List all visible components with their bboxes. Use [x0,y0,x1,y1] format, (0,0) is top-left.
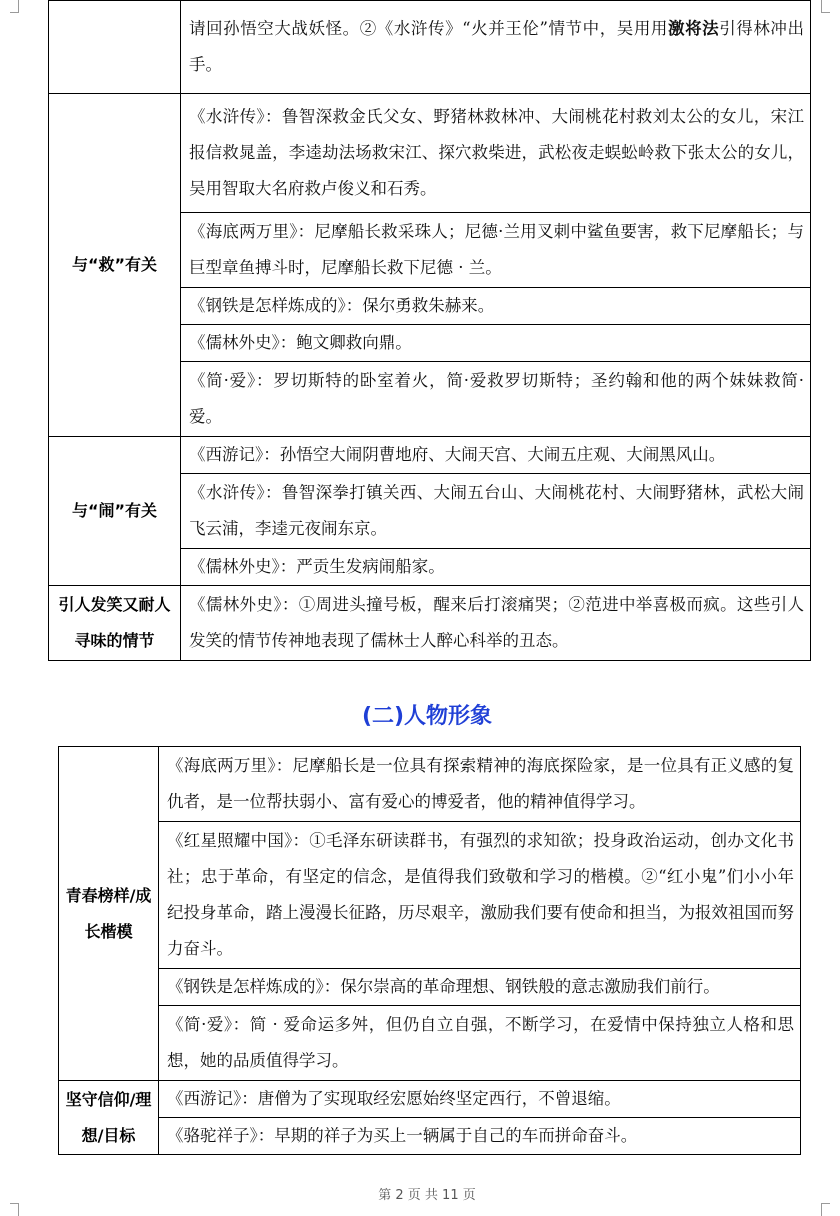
entry-text: 《红星照耀中国》：①毛泽东研读群书，有强烈的求知欲；投身政治运动，创办文化书社；忠于革命，有坚定的信念，是值得我们致敬和学习的楷模。②“红小鬼”们小小年纪投身革命，踏上漫漫长征路，历尽艰辛，激励我们要有使命和担当，为报效祖国而努力奋斗。 [167,831,794,958]
table-row [59,1006,801,1081]
category-cell [49,1,181,94]
entry-text: 《骆驼祥子》：早期的祥子为买上一辆属于自己的车而拼命奋斗。 [167,1126,638,1145]
table-row [49,437,811,474]
entry-text: 《儒林外史》：①周进头撞号板，醒来后打滚痛哭；②范进中举喜极而疯。这些引人发笑的情节传神地表现了儒林士人醉心科举的丑态。 [189,595,804,650]
entry-text: 《儒林外史》：严贡生发病闹船家。 [189,557,445,576]
entry-cell [181,288,811,325]
crop-mark-top-right [821,0,830,13]
entry-cell [181,94,811,213]
entry-text: 《钢铁是怎样炼成的》：保尔勇救朱赫来。 [189,296,495,315]
plot-events-table [48,0,811,661]
entry-cell [159,1118,801,1155]
entry-text: 引得林冲出手。 [189,19,805,74]
entry-cell [181,549,811,586]
entry-text: 《海底两万里》：尼摩船长是一位具有探索精神的海底探险家，是一位具有正义感的复仇者，是一位帮扶弱小、富有爱心的博爱者，他的精神值得学习。 [167,756,794,811]
entry-cell [159,969,801,1006]
entry-cell [181,437,811,474]
entry-text: 《海底两万里》：尼摩船长救采珠人；尼德·兰用叉刺中鲨鱼要害，救下尼摩船长；与巨型章鱼搏斗时，尼摩船长救下尼德 · 兰。 [189,222,804,277]
character-image-table [58,746,801,1155]
category-cell: 青春榜样/成长楷模 [59,747,159,1081]
entry-text: 《简·爱》：简 · 爱命运多舛，但仍自立自强，不断学习，在爱情中保持独立人格和思想，她的品质值得学习。 [167,1015,794,1070]
table-row [59,1118,801,1155]
entry-text: 《简·爱》：罗切斯特的卧室着火，简·爱救罗切斯特；圣约翰和他的两个妹妹救简·爱。 [189,371,804,426]
entry-cell [181,362,811,437]
entry-text: 请回孙悟空大战妖怪。②《水浒传》“火并王伦”情节中，吴用用 [189,19,668,38]
entry-cell [159,1081,801,1118]
entry-text: 《钢铁是怎样炼成的》：保尔崇高的革命理想、钢铁般的意志激励我们前行。 [167,977,720,996]
table-row [49,586,811,661]
entry-text: 《儒林外史》：鲍文卿救向鼎。 [189,333,412,352]
table-row [49,94,811,213]
crop-mark-bottom-left [10,1203,19,1216]
crop-mark-bottom-right [821,1203,830,1216]
entry-cell [181,586,811,661]
section-title: (二)人物形象 [361,704,493,729]
category-cell: 引人发笑又耐人寻味的情节 [49,586,181,661]
entry-cell [181,325,811,362]
category-cell: 坚守信仰/理想/目标 [59,1081,159,1155]
category-cell: 与“闹”有关 [49,437,181,586]
entry-cell [159,1006,801,1081]
entry-text: 《西游记》：孙悟空大闹阴曹地府、大闹天宫、大闹五庄观、大闹黑风山。 [189,445,726,464]
table-row [59,1081,801,1118]
entry-cell [181,213,811,288]
crop-mark-top-left [10,0,19,13]
table-row [59,969,801,1006]
entry-text: 《西游记》：唐僧为了实现取经宏愿始终坚定西行，不曾退缩。 [167,1089,621,1108]
entry-cell [159,822,801,969]
entry-text-bold: 激将法 [668,19,720,38]
entry-text: 《水浒传》：鲁智深救金氏父女、野猪林救林冲、大闹桃花村救刘太公的女儿，宋江报信救晁盖，李逵劫法场救宋江、探穴救柴进，武松夜走蜈蚣岭救下张太公的女儿，吴用智取大名府救卢俊义和石秀。 [189,107,804,198]
category-cell: 与“救”有关 [49,94,181,437]
entry-cell [181,474,811,549]
table-row [59,747,801,822]
entry-cell [159,747,801,822]
entry-cell [181,1,811,94]
table-row [49,1,811,94]
entry-text: 《水浒传》：鲁智深拳打镇关西、大闹五台山、大闹桃花村、大闹野猪林，武松大闹飞云浦，李逵元夜闹东京。 [189,483,804,538]
table-row [59,822,801,969]
page-number-footer: 第 2 页 共 11 页 [378,1188,476,1203]
